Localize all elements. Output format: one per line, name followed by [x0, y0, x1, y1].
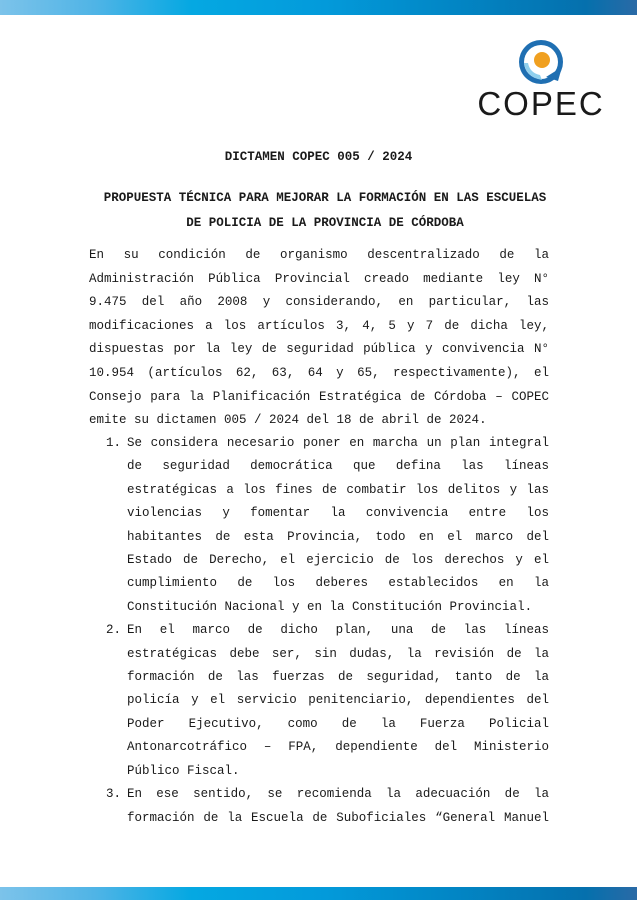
list-item [89, 432, 549, 619]
list-item-text: En el marco de dicho plan, una de las líneas estratégicas debe ser, sin dudas, la revisión de la formación de las fuerzas de seguridad, tanto de la policía y el servicio penitenciario, dependientes del Poder Ejecutivo, como de la Fuerza Policial Antonarcotráfico – FPA, dependiente del Ministerio Público Fiscal. [127, 623, 549, 778]
list-item [89, 783, 549, 830]
eye-circle-arrow-icon [516, 37, 566, 87]
document-title [85, 186, 565, 236]
list-item-text: En ese sentido, se recomienda la adecuación de la formación de la Escuela de Suboficiales “General Manuel [127, 787, 549, 825]
list-item-number: 3. [106, 787, 122, 802]
list-item-text: Se considera necesario poner en marcha un plan integral de seguridad democrática que defina las líneas estratégicas a los fines de combatir los delitos y las violencias y fomentar la convivencia entre los habitantes de esta Provincia, todo en el marco del Estado de Derecho, el ejercicio de los derechos y el cumplimiento de los deberes establecidos en la Constitución Nacional y en la Constitución Provincial. [127, 436, 549, 614]
intro-paragraph: En su condición de organismo descentralizado de la Administración Pública Provincial creado mediante ley N° 9.475 del año 2008 y considerando, en particular, las modificaciones a los artículos 3, 4, 5 y 7 de dicha ley, dispuestas por la ley de seguridad pública y convivencia N° 10.954 (artículos 62, 63, 64 y 65, respectivamente), el Consejo para la Planificación Estratégica de Córdoba – COPEC emite su dictamen 005 / 2024 del 18 de abril de 2024. [89, 248, 549, 428]
footer-color-bar [0, 887, 637, 900]
list-item [89, 619, 549, 783]
list-item-number: 1. [106, 436, 122, 450]
list-item-number: 2. [106, 623, 122, 638]
copec-logo [476, 37, 606, 123]
document-title-line-2: DE POLICIA DE LA PROVINCIA DE CÓRDOBA [186, 216, 464, 230]
document-number: DICTAMEN COPEC 005 / 2024 [224, 150, 413, 164]
document-title-line-1: PROPUESTA TÉCNICA PARA MEJORAR LA FORMACIÓN EN LAS ESCUELAS [103, 191, 547, 205]
logo-wordmark: COPEC [477, 85, 605, 122]
header-color-bar [0, 0, 637, 15]
recommendation-list [89, 432, 549, 830]
